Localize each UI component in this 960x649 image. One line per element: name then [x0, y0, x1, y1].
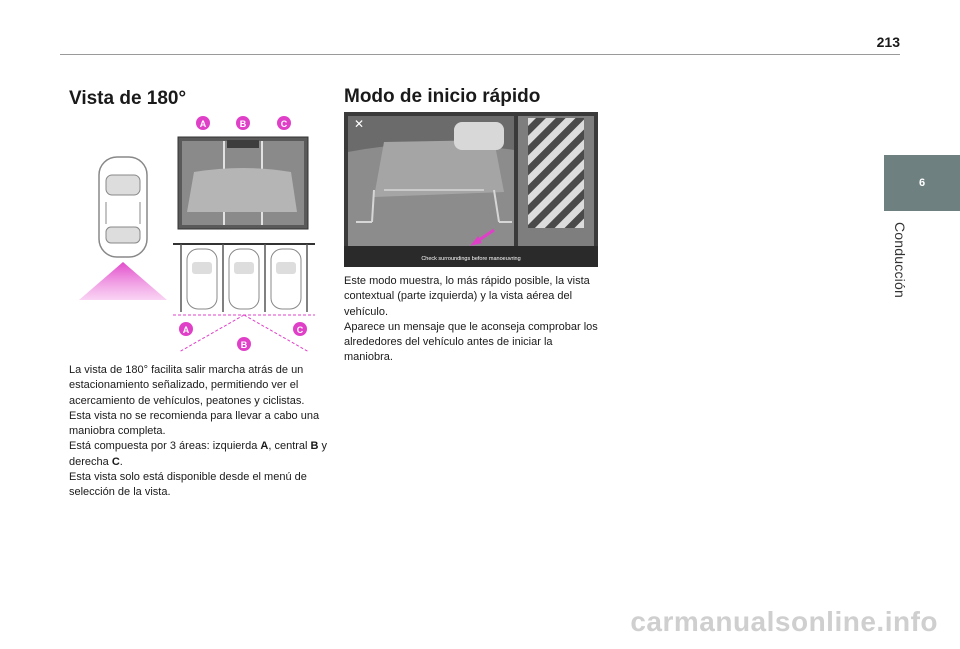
label-c-bottom [293, 322, 307, 336]
chapter-number: 6 [918, 177, 926, 189]
paragraph-fragment: . [119, 455, 123, 468]
label-b-top [236, 116, 250, 130]
area-letter: A [260, 440, 269, 453]
svg-text:C: C [296, 325, 304, 335]
section-heading-180-view: Vista de 180° [69, 88, 187, 109]
header-rule [60, 54, 900, 55]
chapter-tab[interactable] [884, 155, 960, 211]
parking-row [173, 244, 315, 312]
paragraph: La vista de 180° facilita salir marcha atrás de un estacionamiento señalizado, permitiendo ver el acercamiento de vehículos, peatones y ciclistas. Esta vista no se recomienda para llevar a cabo una maniobra completa. [69, 364, 320, 438]
car-top-view-icon [99, 157, 147, 257]
label-a-bottom [179, 322, 193, 336]
svg-text:A: A [182, 325, 190, 335]
camera-screen [178, 137, 308, 229]
svg-text:A: A [199, 119, 207, 129]
rear-camera-view [348, 116, 514, 246]
section-text-180-view [69, 363, 329, 501]
section-heading-quick-start: Modo de inicio rápido [344, 86, 541, 107]
chapter-title: Conducción [892, 222, 908, 298]
label-b-bottom [237, 337, 251, 351]
svg-text:C: C [280, 119, 288, 129]
area-letter: B [310, 440, 319, 453]
paragraph: Este modo muestra, lo más rápido posible, la vista contextual (parte izquierda) y la vista aérea del vehículo. [344, 275, 590, 318]
paragraph: Está compuesta por 3 áreas: izquierda [69, 440, 261, 453]
page-number: 213 [876, 34, 900, 50]
camera-field-cone [79, 262, 167, 300]
180-view-illustration [69, 112, 329, 357]
paragraph-fragment: , central [268, 440, 311, 453]
quick-start-screen-illustration [344, 112, 598, 267]
svg-text:B: B [239, 119, 247, 129]
area-letter: C [111, 455, 120, 468]
paragraph-fragment: y derecha [69, 440, 328, 468]
aerial-view [518, 116, 594, 246]
label-c-top [277, 116, 291, 130]
paragraph: Esta vista solo está disponible desde el menú de selección de la vista. [69, 471, 307, 499]
svg-text:B: B [240, 340, 248, 350]
section-text-quick-start [344, 274, 604, 366]
close-icon[interactable]: ✕ [354, 117, 365, 131]
watermark: carmanualsonline.info [630, 606, 938, 637]
screen-warning-message: Check surroundings before manoeuvring [421, 256, 521, 262]
paragraph: Aparece un mensaje que le aconseja comprobar los alrededores del vehículo antes de iniciar la maniobra. [344, 320, 598, 364]
label-a-top [196, 116, 210, 130]
